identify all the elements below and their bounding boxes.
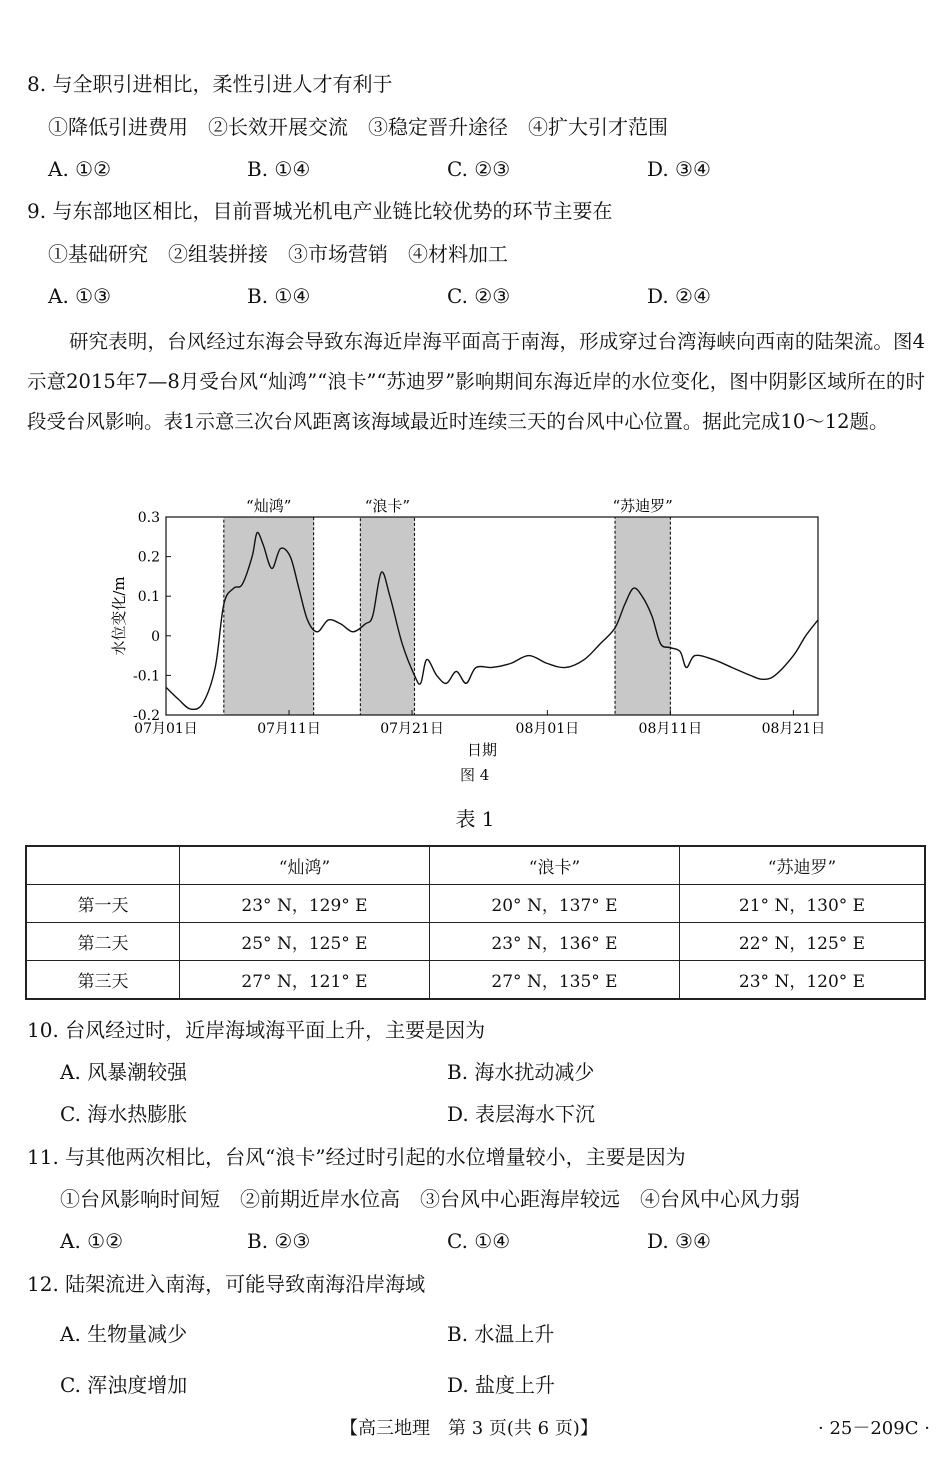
q8-option-d: D. ③④ xyxy=(647,157,711,181)
q11-option-d: D. ③④ xyxy=(647,1229,711,1253)
table-row xyxy=(26,923,925,961)
typhoon-label: “浪卡” xyxy=(364,497,411,515)
table-cell: 第二天 xyxy=(26,923,180,961)
q10-stem: 10. 台风经过时，近岸海域海平面上升，主要是因为 xyxy=(27,1018,486,1042)
table-header-cell: “灿鸿” xyxy=(180,846,430,885)
q11-stem: 11. 与其他两次相比，台风“浪卡”经过时引起的水位增量较小，主要是因为 xyxy=(27,1145,686,1169)
table-cell: 22° N，125° E xyxy=(680,923,926,961)
q8-option-a: A. ①② xyxy=(48,157,112,181)
table-cell: 23° N，129° E xyxy=(180,885,430,923)
q10-option-c: C. 海水热膨胀 xyxy=(60,1102,188,1126)
typhoon-period-shade xyxy=(615,517,670,715)
table-cell: 21° N，130° E xyxy=(680,885,926,923)
q8-items: ①降低引进费用 ②长效开展交流 ③稳定晋升途径 ④扩大引才范围 xyxy=(48,115,668,139)
y-axis-label: 水位变化/m xyxy=(110,576,128,656)
y-tick-label: 0 xyxy=(151,628,160,645)
table-header-cell: “浪卡” xyxy=(430,846,680,885)
y-tick-label: 0.1 xyxy=(137,589,160,606)
typhoon-period-shade xyxy=(224,517,314,715)
table-cell: 23° N，120° E xyxy=(680,961,926,1000)
q12-option-a: A. 生物量减少 xyxy=(60,1322,188,1346)
q12-option-d: D. 盐度上升 xyxy=(447,1373,556,1397)
x-tick-label: 08月01日 xyxy=(515,721,580,737)
page-footer: 【高三地理 第 3 页(共 6 页)】 xyxy=(340,1418,598,1439)
x-tick-label: 07月11日 xyxy=(257,721,321,737)
table-header-cell xyxy=(26,846,180,885)
table-row xyxy=(26,885,925,923)
table-cell: 第一天 xyxy=(26,885,180,923)
figure-caption: 图 4 xyxy=(460,766,490,784)
passage-text: 研究表明，台风经过东海会导致东海近岸海平面高于南海，形成穿过台湾海峡向西南的陆架流。图4示意2015年7—8月受台风“灿鸿”“浪卡”“苏迪罗”影响期间东海近岸的水位变化，图中阴影区域所在的时段受台风影响。表1示意三次台风距离该海域最近时连续三天的台风中心位置。据此完成10～12题。 xyxy=(27,330,925,433)
table-cell: 25° N，125° E xyxy=(180,923,430,961)
table-cell: 20° N，137° E xyxy=(430,885,680,923)
page-code: · 25－209C · xyxy=(818,1418,930,1439)
x-tick-label: 07月01日 xyxy=(134,721,198,737)
q10-option-a: A. 风暴潮较强 xyxy=(60,1060,188,1084)
table-cell: 23° N，136° E xyxy=(430,923,680,961)
q11-option-a: A. ①② xyxy=(60,1229,124,1253)
q11-option-c: C. ①④ xyxy=(447,1229,511,1253)
q9-option-b: B. ①④ xyxy=(247,284,311,308)
typhoon-label: “苏迪罗” xyxy=(612,497,673,515)
q10-option-d: D. 表层海水下沉 xyxy=(447,1102,596,1126)
x-tick-label: 08月11日 xyxy=(638,721,703,737)
q12-stem: 12. 陆架流进入南海，可能导致南海沿岸海域 xyxy=(27,1272,426,1296)
y-tick-label: -0.1 xyxy=(133,668,160,685)
q11-option-b: B. ②③ xyxy=(247,1229,311,1253)
q9-stem: 9. 与东部地区相比，目前晋城光机电产业链比较优势的环节主要在 xyxy=(27,199,613,223)
q8-option-b: B. ①④ xyxy=(247,157,311,181)
q11-items: ①台风影响时间短 ②前期近岸水位高 ③台风中心距海岸较远 ④台风中心风力弱 xyxy=(60,1187,800,1211)
q8-stem: 8. 与全职引进相比，柔性引进人才有利于 xyxy=(27,72,393,96)
typhoon-position-table xyxy=(25,845,926,1000)
x-tick-label: 07月21日 xyxy=(380,721,444,737)
y-tick-label: -0.2 xyxy=(133,708,160,724)
table-row xyxy=(26,961,925,1000)
y-tick-label: 0.2 xyxy=(137,549,160,566)
x-axis-label: 日期 xyxy=(466,741,498,759)
q8-option-c: C. ②③ xyxy=(447,157,511,181)
q9-option-d: D. ②④ xyxy=(647,284,711,308)
table-cell: 27° N，135° E xyxy=(430,961,680,1000)
figure-4-chart xyxy=(100,495,860,785)
q9-option-a: A. ①③ xyxy=(48,284,112,308)
q10-option-b: B. 海水扰动减少 xyxy=(447,1060,595,1084)
table-cell: 27° N，121° E xyxy=(180,961,430,1000)
table-title: 表 1 xyxy=(455,807,495,831)
table-cell: 第三天 xyxy=(26,961,180,1000)
q12-option-c: C. 浑浊度增加 xyxy=(60,1373,188,1397)
x-tick-label: 08月21日 xyxy=(761,721,826,737)
typhoon-period-shade xyxy=(360,517,414,715)
y-tick-label: 0.3 xyxy=(137,510,160,526)
table-header-row xyxy=(26,846,925,885)
table-header-cell: “苏迪罗” xyxy=(680,846,926,885)
typhoon-label: “灿鸿” xyxy=(246,497,292,515)
q9-items: ①基础研究 ②组装拼接 ③市场营销 ④材料加工 xyxy=(48,242,508,266)
q12-option-b: B. 水温上升 xyxy=(447,1322,555,1346)
q9-option-c: C. ②③ xyxy=(447,284,511,308)
